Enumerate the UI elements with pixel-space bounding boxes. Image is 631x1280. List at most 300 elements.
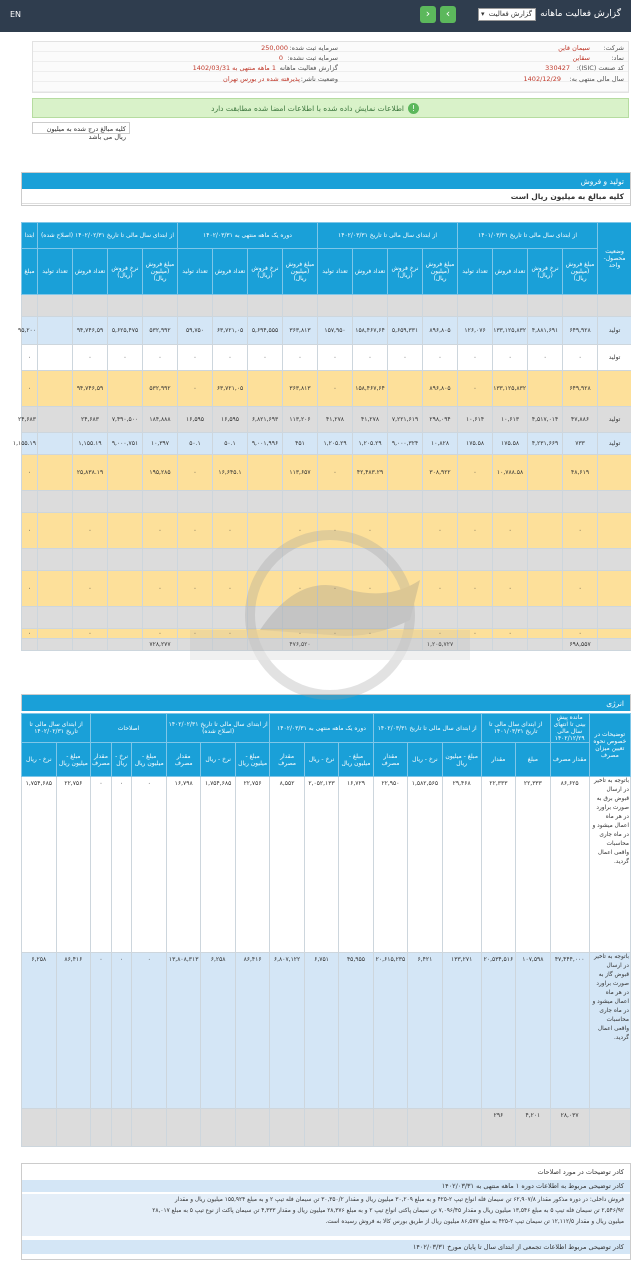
notes-line-4: میلیون ریال و مقدار ۱۲,۱۱۲/۵ تن سیمان تیپ ۲-۴۲۵ به مبلغ ۸۶,۵۷۷ میلیون ریال از طریق بورس کالا به فروش رسیده است. [325, 1219, 624, 1225]
production-cell: ۰ [493, 513, 528, 549]
production-cell: ۹,۰۰۰,۷۵۱ [108, 433, 143, 455]
production-cell: ۰ [143, 513, 178, 549]
production-cell: ۴۱,۲۷۸ [353, 407, 388, 433]
production-cell: ۰ [318, 629, 353, 639]
energy-column-header: مقدار مصرف [270, 743, 304, 777]
production-cell [178, 639, 213, 651]
energy-column-header: مبلغ [516, 743, 550, 777]
production-group-header: ابتدا [22, 223, 38, 249]
production-cell: ۱,۲۰۵.۲۹ [353, 433, 388, 455]
production-cell: ۱۸۴,۸۸۸ [143, 407, 178, 433]
energy-cell: ۲۹,۴۶۸ [442, 777, 481, 953]
energy-cell [56, 1109, 90, 1147]
energy-cell: ۲۲,۳۳۳ [481, 777, 515, 953]
production-column-header: تعداد تولید [38, 249, 73, 295]
production-cell: ۱۰,۷۸۸.۵۸ [493, 455, 528, 491]
production-cell [38, 295, 73, 317]
chevron-right-icon: › [445, 7, 451, 20]
production-cell [73, 295, 108, 317]
production-cell [178, 295, 213, 317]
energy-cell: ۲۰,۶۱۵,۲۳۵ [373, 953, 408, 1109]
energy-row [22, 777, 631, 953]
production-cell: ۵۰.۱ [213, 433, 248, 455]
production-cell [73, 491, 108, 513]
energy-description-cell: باتوجه به تاخیر در ارسال قبوض گاز به صورت براورد در هر ماه اعمال میشود و در ماه جاری محاسبات واقعی اعمال گردید. [589, 953, 630, 1109]
notes-line-5: کادر توضیحی مربوط اطلاعات تجمعی از ابتدای سال تا پایان مورخ ۱۴۰۲/۰۳/۳۱ [412, 1243, 624, 1251]
production-cell: ۱,۱۵۵.۱۹ [73, 433, 108, 455]
production-cell: ۵,۶۲۵,۴۷۵ [108, 317, 143, 345]
production-column-header: نرخ فروش (ریال) [108, 249, 143, 295]
production-cell [38, 629, 73, 639]
production-row [22, 371, 631, 407]
production-cell: ۱۵۷,۹۵۰ [318, 317, 353, 345]
production-cell [22, 639, 38, 651]
production-cell [388, 371, 423, 407]
production-cell [353, 549, 388, 571]
dropdown-arrow-icon: ▾ [481, 10, 485, 18]
production-cell [388, 491, 423, 513]
production-cell: ۹,۰۰۱,۹۹۶ [248, 433, 283, 455]
production-column-header: تعداد تولید [318, 249, 353, 295]
production-column-header: تعداد فروش [493, 249, 528, 295]
production-cell: ۷۲۸,۲۷۷ [143, 639, 178, 651]
energy-cell [166, 1109, 201, 1147]
production-section-header [21, 172, 631, 206]
production-cell: ۰ [22, 513, 38, 549]
energy-column-header: مبلغ - میلیون ریال [339, 743, 373, 777]
energy-group-header: توضیحات در خصوص نحوه تعیین میزان مصرف [589, 714, 630, 777]
production-cell: ۰ [423, 629, 458, 639]
production-cell [528, 639, 563, 651]
production-group-header: وضعیت محصول-واحد [598, 223, 631, 295]
product-unit-cell [598, 491, 631, 513]
energy-cell: ۰ [132, 953, 166, 1109]
publisher-status-value: پذیرفته شده در بورس تهران [223, 75, 300, 83]
energy-cell: ۰ [111, 777, 132, 953]
production-cell [213, 491, 248, 513]
production-cell [213, 639, 248, 651]
energy-cell [304, 1109, 338, 1147]
production-cell [38, 607, 73, 629]
production-cell: ۰ [353, 629, 388, 639]
publisher-status-label: وضعیت ناشر: [300, 75, 338, 83]
production-cell: ۰ [283, 571, 318, 607]
production-cell [108, 549, 143, 571]
product-unit-cell [598, 455, 631, 491]
production-column-header: تعداد فروش [73, 249, 108, 295]
production-column-header: مبلغ [22, 249, 38, 295]
energy-cell [132, 1109, 166, 1147]
production-group-header: دوره یک ماهه منتهی به ۱۴۰۲/۰۳/۳۱ [178, 223, 318, 249]
production-column-header: مبلغ فروش (میلیون ریال) [143, 249, 178, 295]
production-cell: ۰ [458, 629, 493, 639]
production-group-header: از ابتدای سال مالی تا تاریخ ۱۴۰۲/۰۲/۳۱ (اصلاح شده) [38, 223, 178, 249]
symbol-label: نماد: [611, 54, 624, 62]
production-cell [353, 491, 388, 513]
production-cell: ۰ [353, 345, 388, 371]
energy-column-header: نرخ - ریال [111, 743, 132, 777]
production-cell [38, 571, 73, 607]
production-cell [213, 295, 248, 317]
energy-group-header: از ابتدای سال مالی تا تاریخ ۱۴۰۲/۰۲/۳۱ (اصلاح شده) [166, 714, 269, 743]
production-column-header: مبلغ فروش (میلیون ریال) [563, 249, 598, 295]
production-cell [458, 607, 493, 629]
production-cell [493, 607, 528, 629]
production-cell: ۰ [248, 345, 283, 371]
production-column-header: نرخ فروش (ریال) [388, 249, 423, 295]
energy-group-header: دوره یک ماهه منتهی به ۱۴۰۲/۰۳/۳۱ [270, 714, 373, 743]
production-cell: ۰ [458, 571, 493, 607]
production-cell: ۰ [213, 345, 248, 371]
production-column-header: تعداد فروش [353, 249, 388, 295]
energy-cell [111, 1109, 132, 1147]
production-cell: ۰ [73, 345, 108, 371]
production-cell: ۷۳۳ [563, 433, 598, 455]
production-cell [22, 491, 38, 513]
production-cell [108, 571, 143, 607]
production-cell: ۴۱,۲۷۸ [318, 407, 353, 433]
production-cell [318, 491, 353, 513]
production-cell [528, 607, 563, 629]
energy-group-header: از ابتدای سال مالی تا تاریخ ۱۴۰۱/۰۳/۳۱ [481, 714, 550, 743]
production-cell: ۱۶,۶۴۵.۱ [213, 455, 248, 491]
production-cell [493, 491, 528, 513]
product-unit-cell: تولید [598, 407, 631, 433]
production-cell: ۹۴,۷۴۶,۵۹ [73, 317, 108, 345]
production-row [22, 433, 631, 455]
production-cell: ۰ [353, 571, 388, 607]
energy-cell: ۱۶,۷۹۸ [166, 777, 201, 953]
production-cell: ۲۵,۸۳۸.۱۹ [73, 455, 108, 491]
production-cell: ۱۱۳,۲۰۶ [283, 407, 318, 433]
energy-cell: ۴۷,۴۴۴,۰۰۰ [550, 953, 589, 1109]
production-cell: ۰ [213, 629, 248, 639]
fiscal-year-label: سال مالی منتهی به: [569, 75, 624, 83]
language-switch[interactable]: EN [10, 10, 22, 19]
production-group-header: از ابتدای سال مالی تا تاریخ ۱۴۰۱/۰۳/۳۱ [458, 223, 598, 249]
production-cell [563, 549, 598, 571]
info-icon: ! [408, 103, 419, 114]
energy-cell: ۸,۵۵۲ [270, 777, 304, 953]
energy-group-header: اصلاحات [91, 714, 167, 743]
production-cell: ۱۵۸,۴۶۷,۶۴ [353, 317, 388, 345]
energy-column-header: مقدار مصرف [550, 743, 589, 777]
energy-cell: ۲۲,۷۵۶ [56, 777, 90, 953]
energy-column-header: مقدار [481, 743, 515, 777]
energy-cell [442, 1109, 481, 1147]
energy-cell: ۸۶,۴۱۶ [56, 953, 90, 1109]
production-cell [528, 371, 563, 407]
production-cell [563, 491, 598, 513]
energy-cell [235, 1109, 269, 1147]
production-cell [528, 513, 563, 549]
production-cell [108, 295, 143, 317]
energy-row [22, 1109, 631, 1147]
production-cell: ۰ [318, 455, 353, 491]
notes-line-2: فروش داخلی: در دوره مذکور مقدار ۶۲,۹۰۷/۸ تن سیمان فله انواع تیپ ۲-۴۲۵ و به مبلغ ۳۰,۲۰۹ میلیون ریال و مقدار ۳۰,۳۵۰/۲ تن سیمان فله تیپ ۲ و به مبلغ ۱۵۵,۹۲۴ میلیون ریال و مقدار [174, 1197, 624, 1203]
production-cell [178, 491, 213, 513]
company-info-panel [32, 41, 629, 93]
notes-line-3: ۲,۵۴۶/۹۲ تن سیمان فله تیپ ۵ به مبلغ ۱۳,۵۴۶ میلیون ریال و مقدار ۷,۰۹۶/۴۵ تن سیمان پاکتی انواع تیپ ۲ و به مبلغ ۲۸,۳۷۶ میلیون ریال و مقدار ۴,۳۳۳ تن سیمان پاکت از نوع تیپ ۵ به مبلغ ۲۸,۰۱۷ [152, 1208, 624, 1214]
energy-cell: ۱۰۷,۵۹۸ [516, 953, 550, 1109]
energy-cell: ۴۵,۹۵۵ [339, 953, 373, 1109]
product-unit-cell [598, 295, 631, 317]
energy-description-cell: باتوجه به تاخیر در ارسال قبوض برق به صورت براورد در هر ماه اعمال میشود و در ماه جاری محاسبات واقعی اعمال گردید. [589, 777, 630, 953]
energy-cell: ۶,۲۵۸ [22, 953, 57, 1109]
production-cell [563, 295, 598, 317]
energy-section-title: انرژی [22, 695, 630, 711]
production-cell [108, 371, 143, 407]
production-row [22, 455, 631, 491]
production-cell: ۶۴۹,۹۲۸ [563, 371, 598, 407]
production-row [22, 407, 631, 433]
production-cell: ۵۰.۱ [178, 433, 213, 455]
production-cell [22, 607, 38, 629]
production-cell: ۰ [318, 571, 353, 607]
production-cell [388, 295, 423, 317]
production-cell [73, 549, 108, 571]
energy-cell [22, 1109, 57, 1147]
production-cell: ۵۳۲,۹۹۲ [143, 371, 178, 407]
production-cell [458, 491, 493, 513]
energy-cell: ۶,۲۵۸ [201, 953, 235, 1109]
production-cell [388, 513, 423, 549]
production-cell [353, 295, 388, 317]
production-cell [248, 549, 283, 571]
production-cell [38, 513, 73, 549]
production-cell [248, 455, 283, 491]
production-column-header: مبلغ فروش (میلیون ریال) [423, 249, 458, 295]
production-cell [143, 549, 178, 571]
production-cell: ۶۴۹,۹۲۸ [563, 317, 598, 345]
production-cell: ۱۰,۶۱۳ [493, 407, 528, 433]
production-cell [73, 607, 108, 629]
production-cell: ۰ [388, 345, 423, 371]
energy-cell: ۸۶,۴۱۶ [235, 953, 269, 1109]
production-cell: ۰ [73, 629, 108, 639]
production-cell: ۰ [528, 345, 563, 371]
energy-cell: ۲۰,۵۳۴,۵۱۶ [481, 953, 515, 1109]
production-cell: ۰ [213, 513, 248, 549]
production-column-header: تعداد تولید [458, 249, 493, 295]
production-cell [528, 295, 563, 317]
production-cell: ۰ [143, 629, 178, 639]
production-cell: ۰ [283, 345, 318, 371]
production-cell: ۰ [493, 629, 528, 639]
production-cell [388, 571, 423, 607]
next-report-button[interactable] [440, 6, 456, 23]
product-unit-cell [598, 371, 631, 407]
production-cell: ۹۵,۲۰۰ [22, 317, 38, 345]
production-cell [528, 491, 563, 513]
production-cell: ۱۹۵,۲۸۵ [143, 455, 178, 491]
fiscal-year-value: 1402/12/29 [523, 75, 561, 83]
energy-column-header: مقدار مصرف [373, 743, 408, 777]
prev-report-button[interactable] [420, 6, 436, 23]
production-cell: ۰ [178, 629, 213, 639]
production-section-title: تولید و فروش [22, 173, 630, 189]
energy-cell: ۰ [111, 953, 132, 1109]
energy-cell: ۰ [132, 777, 166, 953]
energy-cell: ۰ [91, 777, 112, 953]
production-cell [423, 295, 458, 317]
production-cell [458, 295, 493, 317]
production-cell: ۰ [423, 345, 458, 371]
production-cell: ۰ [22, 345, 38, 371]
production-cell: ۰ [22, 629, 38, 639]
product-unit-cell [598, 607, 631, 629]
production-row [22, 295, 631, 317]
production-cell: ۰ [318, 513, 353, 549]
energy-cell: ۴,۲۰۱ [516, 1109, 550, 1147]
production-cell: ۴۸,۶۱۹ [563, 455, 598, 491]
production-cell: ۰ [458, 513, 493, 549]
production-cell: ۵,۶۵۹,۳۳۱ [388, 317, 423, 345]
production-cell: ۰ [22, 571, 38, 607]
production-cell [423, 607, 458, 629]
production-cell [248, 371, 283, 407]
production-cell [388, 639, 423, 651]
production-cell: ۹,۰۰۰,۳۲۴ [388, 433, 423, 455]
production-cell [353, 639, 388, 651]
production-cell [38, 407, 73, 433]
company-label: شرکت: [603, 44, 624, 52]
energy-cell: ۶,۸۰۷,۱۲۲ [270, 953, 304, 1109]
product-unit-cell [598, 571, 631, 607]
production-row [22, 639, 631, 651]
production-cell: ۵,۶۹۴,۵۵۵ [248, 317, 283, 345]
energy-cell: ۲۲,۹۵۰ [373, 777, 408, 953]
product-unit-cell [598, 513, 631, 549]
energy-group-header: مانده پیش بینی تا انتهای سال مالی ۱۴۰۲/۱۲/۲۹ [550, 714, 589, 743]
verification-notice-text: اطلاعات نمایش داده شده با اطلاعات امضا شده مطابقت دارد [211, 104, 404, 113]
report-type-select[interactable] [478, 8, 536, 21]
production-cell: ۰ [563, 571, 598, 607]
energy-column-header: نرخ - ریال [408, 743, 442, 777]
production-cell [38, 455, 73, 491]
energy-cell [270, 1109, 304, 1147]
notes-title: کادر توضیحات در مورد اصلاحات [537, 1168, 624, 1176]
energy-cell: ۱۶,۷۲۹ [339, 777, 373, 953]
production-cell: ۴,۲۳۱,۶۶۹ [528, 433, 563, 455]
production-cell [178, 549, 213, 571]
production-cell: ۰ [563, 513, 598, 549]
production-cell: ۱,۲۰۵.۲۹ [318, 433, 353, 455]
production-cell: ۰ [563, 345, 598, 371]
production-cell: ۰ [493, 345, 528, 371]
production-cell: ۱۰,۳۹۷ [143, 433, 178, 455]
production-cell: ۲۹۸,۰۹۴ [423, 407, 458, 433]
energy-column-header: مبلغ - میلیون ریال [132, 743, 166, 777]
production-cell: ۷,۲۲۱,۶۱۹ [388, 407, 423, 433]
energy-cell: ۶,۴۲۱ [408, 953, 442, 1109]
production-cell: ۱۰,۶۱۴ [458, 407, 493, 433]
production-row [22, 571, 631, 607]
energy-cell: ۲۸,۰۳۷ [550, 1109, 589, 1147]
energy-group-header: از ابتدای سال مالی تا تاریخ ۱۴۰۲/۰۲/۳۱ [22, 714, 91, 743]
energy-table [21, 713, 631, 1147]
energy-cell [373, 1109, 408, 1147]
product-unit-cell [598, 549, 631, 571]
production-cell: ۰ [178, 371, 213, 407]
production-cell: ۵۹,۷۵۰ [178, 317, 213, 345]
energy-cell: ۱۳,۸۰۸,۳۱۳ [166, 953, 201, 1109]
production-cell: ۰ [178, 455, 213, 491]
production-cell: ۱۳۳,۱۲۵,۸۳۲ [493, 317, 528, 345]
production-column-header: تعداد فروش [213, 249, 248, 295]
production-cell: ۰ [213, 571, 248, 607]
notes-line-1: کادر توضیحی مربوط به اطلاعات دوره ۱ ماهه منتهی به ۱۴۰۲/۰۳/۳۱ [441, 1182, 624, 1190]
production-cell: ۱۶,۵۹۵ [213, 407, 248, 433]
production-cell [388, 607, 423, 629]
product-unit-cell [598, 629, 631, 639]
production-cell: ۹۴,۷۴۶,۵۹ [73, 371, 108, 407]
production-column-header: نرخ فروش (ریال) [528, 249, 563, 295]
production-cell [528, 549, 563, 571]
energy-column-header: مبلغ - میلیون ریال [56, 743, 90, 777]
production-row [22, 491, 631, 513]
production-cell: ۶,۸۲۱,۶۹۳ [248, 407, 283, 433]
production-cell [73, 639, 108, 651]
product-unit-cell: تولید [598, 345, 631, 371]
units-option-box [32, 122, 130, 141]
energy-column-header: مبلغ - میلیون ریال [442, 743, 481, 777]
production-cell [38, 317, 73, 345]
energy-group-header: از ابتدای سال مالی تا تاریخ ۱۴۰۲/۰۳/۳۱ [373, 714, 481, 743]
production-cell: ۰ [143, 345, 178, 371]
production-row [22, 549, 631, 571]
production-cell: ۶۳,۷۲۱,۰۵ [213, 317, 248, 345]
production-cell: ۶۳,۷۲۱,۰۵ [213, 371, 248, 407]
production-cell: ۱۶,۵۹۵ [178, 407, 213, 433]
production-cell: ۵۳۲,۹۹۲ [143, 317, 178, 345]
production-cell [38, 433, 73, 455]
production-cell: ۰ [178, 513, 213, 549]
production-cell [318, 295, 353, 317]
production-cell [458, 639, 493, 651]
production-cell [108, 513, 143, 549]
production-cell [283, 549, 318, 571]
production-cell: ۱۲۶,۰۷۶ [458, 317, 493, 345]
energy-cell: ۱,۷۵۴,۶۸۵ [22, 777, 57, 953]
production-table [12, 222, 631, 651]
production-cell: ۰ [178, 571, 213, 607]
production-cell: ۰ [73, 513, 108, 549]
production-cell [563, 607, 598, 629]
units-option-text: کلیه مبالغ درج شده به میلیون ریال می باشد [46, 125, 126, 141]
production-cell [283, 491, 318, 513]
production-cell [213, 607, 248, 629]
production-cell: ۱۳۳,۱۲۵,۸۳۲ [493, 371, 528, 407]
production-cell [388, 549, 423, 571]
production-cell: ۰ [108, 345, 143, 371]
production-cell: ۰ [283, 513, 318, 549]
energy-cell: ۲۹۶ [481, 1109, 515, 1147]
production-cell: ۰ [178, 345, 213, 371]
production-cell: ۲۴,۶۸۳ [73, 407, 108, 433]
production-cell [108, 629, 143, 639]
production-row [22, 629, 631, 639]
production-cell: ۱,۱۵۵.۱۹ [22, 433, 38, 455]
report-type-value: گزارش فعالیت [488, 10, 532, 18]
isic-label: کد صنعت (ISIC): [576, 64, 624, 72]
production-cell [38, 491, 73, 513]
production-group-header: از ابتدای سال مالی تا تاریخ ۱۴۰۲/۰۳/۳۱ [318, 223, 458, 249]
energy-cell [91, 1109, 112, 1147]
production-cell: ۶۹۸,۵۵۷ [563, 639, 598, 651]
production-cell [528, 571, 563, 607]
company-value: سیمان قاین [558, 44, 590, 52]
